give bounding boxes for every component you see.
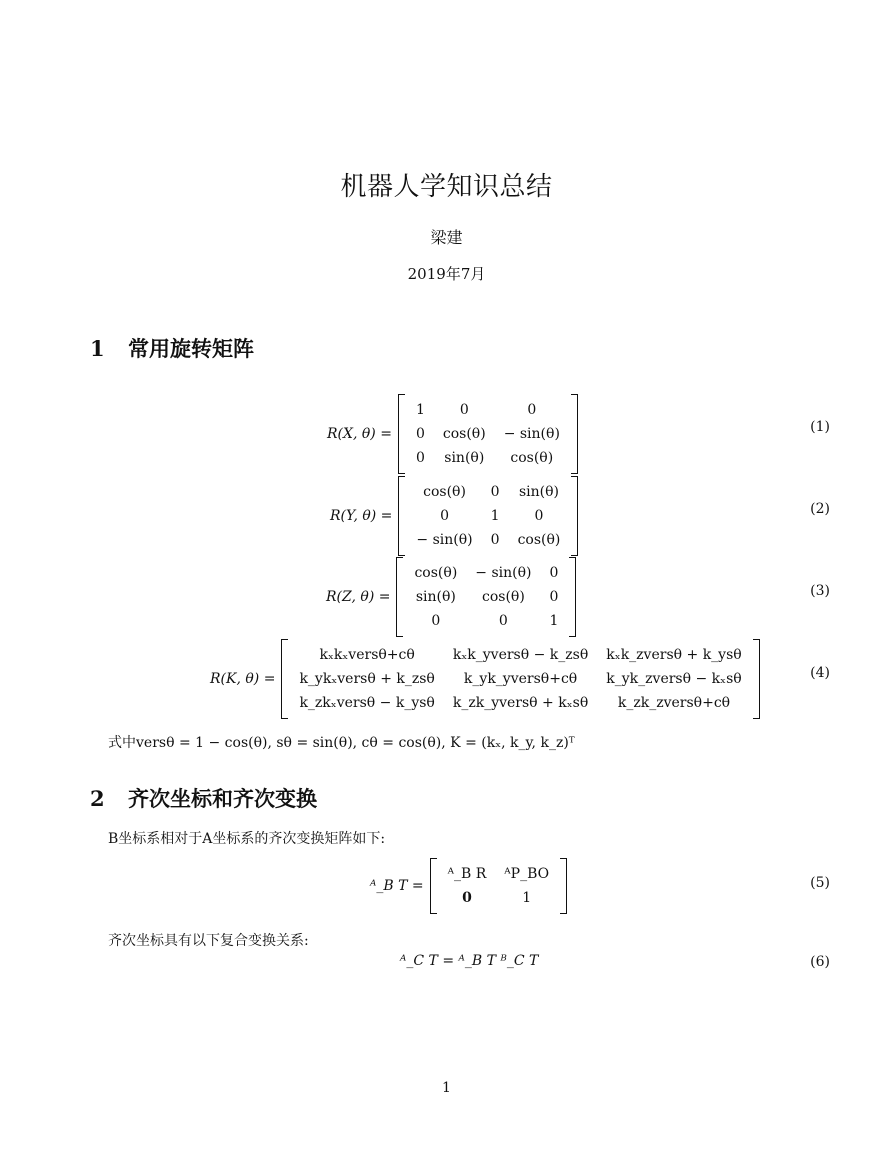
matrix-cell: 0: [534, 508, 544, 524]
equation-4-lhs: R(K, θ) =: [210, 671, 276, 687]
right-bracket: [753, 639, 760, 719]
matrix-cell: cos(θ): [423, 484, 466, 500]
matrix-cell: 1: [522, 890, 532, 906]
matrix-cell: k_yk_zversθ − kₓsθ: [606, 671, 742, 687]
section-2-number: 2: [90, 786, 105, 811]
matrix-cell: ᴬ_B R: [447, 866, 487, 882]
equation-4-number: (4): [810, 665, 830, 681]
matrix-cell: − sin(θ): [503, 426, 560, 442]
left-bracket: [396, 557, 403, 637]
matrix-row: [407, 446, 569, 470]
matrix-cell: cos(θ): [510, 450, 554, 466]
section-1-note: 式中versθ = 1 − cos(θ), sθ = sin(θ), cθ = cos(θ), K = (kₓ, k_y, k_z)ᵀ: [108, 735, 575, 751]
matrix-cell: kₓkₓversθ+cθ: [319, 647, 415, 663]
matrix-cell: sin(θ): [415, 589, 456, 605]
matrix-cell: kₓk_zversθ + k_ysθ: [606, 647, 742, 663]
section-2-intro: B坐标系相对于A坐标系的齐次变换矩阵如下:: [108, 831, 386, 847]
matrix-row: [407, 504, 569, 528]
matrix-row: [439, 886, 558, 910]
matrix-cell: k_ykₓversθ + k_zsθ: [299, 671, 435, 687]
matrix-cell: k_zk_zversθ+cθ: [617, 695, 731, 711]
matrix-row: [439, 862, 558, 886]
matrix-cell: 0: [490, 532, 500, 548]
paper-title: 机器人学知识总结: [340, 172, 553, 202]
matrix-cell: 0: [462, 890, 472, 906]
matrix-row: [407, 480, 569, 504]
section-2-title: 齐次坐标和齐次变换: [128, 787, 317, 811]
equation-6: ᴬ_C T = ᴬ_B T ᴮ_C T: [400, 953, 539, 969]
matrix-cell: 0: [549, 589, 559, 605]
matrix-cell: 0: [527, 402, 537, 418]
matrix-cell: 0: [440, 508, 449, 524]
matrix-row: [290, 691, 750, 715]
matrix-cell: cos(θ): [481, 589, 525, 605]
matrix-cell: 0: [498, 613, 508, 629]
matrix-cell: − sin(θ): [416, 532, 473, 548]
paper-date: 2019年7月: [407, 265, 486, 283]
right-bracket: [571, 394, 578, 474]
matrix-cell: sin(θ): [518, 484, 559, 500]
author-name: 梁建: [430, 228, 463, 247]
equation-1-number: (1): [810, 419, 830, 435]
equation-3-lhs: R(Z, θ) =: [326, 589, 391, 605]
matrix-cell: cos(θ): [442, 426, 486, 442]
matrix-cell: 1: [415, 402, 425, 418]
matrix-cell: 1: [490, 508, 500, 524]
matrix-cell: 0: [415, 450, 425, 466]
equation-2: [330, 476, 578, 556]
right-bracket: [569, 557, 576, 637]
matrix-row: [290, 667, 750, 691]
matrix-cell: k_zkₓversθ − k_ysθ: [299, 695, 435, 711]
matrix-cell: − sin(θ): [475, 565, 532, 581]
matrix-rz: [396, 557, 576, 637]
right-bracket: [560, 858, 567, 914]
equation-6-number: (6): [810, 954, 830, 970]
matrix-cell: kₓk_yversθ − k_zsθ: [452, 647, 589, 663]
matrix-cell: sin(θ): [444, 450, 485, 466]
matrix-cell: 0: [459, 402, 469, 418]
section-1-heading: [90, 333, 254, 363]
left-bracket: [398, 394, 405, 474]
matrix-homogeneous: [430, 858, 567, 914]
equation-2-lhs: R(Y, θ) =: [330, 508, 393, 524]
section-1-number: 1: [90, 336, 105, 361]
matrix-cell: cos(θ): [517, 532, 561, 548]
matrix-cell: k_zk_yversθ + kₓsθ: [452, 695, 589, 711]
matrix-rk: [281, 639, 759, 719]
composite-intro: 齐次坐标具有以下复合变换关系:: [108, 933, 309, 949]
matrix-row: [407, 528, 569, 552]
matrix-row: [290, 643, 750, 667]
left-bracket: [281, 639, 288, 719]
section-2-heading: [90, 783, 317, 813]
left-bracket: [398, 476, 405, 556]
equation-4: [210, 639, 760, 719]
section-1-title: 常用旋转矩阵: [128, 337, 254, 361]
matrix-rx: [398, 394, 578, 474]
matrix-cell: ᴬP_BO: [504, 866, 550, 882]
equation-2-number: (2): [810, 501, 830, 517]
right-bracket: [571, 476, 578, 556]
matrix-row: [407, 422, 569, 446]
page-number: 1: [442, 1080, 451, 1096]
matrix-ry: [398, 476, 578, 556]
matrix-cell: 0: [490, 484, 500, 500]
matrix-cell: 0: [415, 426, 425, 442]
equation-5-lhs: ᴬ_B T =: [370, 878, 424, 894]
equation-3: [326, 557, 576, 637]
matrix-cell: k_yk_yversθ+cθ: [463, 671, 578, 687]
matrix-cell: 0: [549, 565, 559, 581]
matrix-cell: cos(θ): [414, 565, 458, 581]
matrix-row: [405, 561, 567, 585]
matrix-cell: 1: [549, 613, 559, 629]
left-bracket: [430, 858, 437, 914]
equation-1-lhs: R(X, θ) =: [327, 426, 392, 442]
matrix-row: [407, 398, 569, 422]
equation-3-number: (3): [810, 583, 830, 599]
equation-5: [370, 858, 567, 914]
equation-1: [327, 394, 578, 474]
matrix-cell: 0: [431, 613, 441, 629]
matrix-row: [405, 585, 567, 609]
matrix-row: [405, 609, 567, 633]
equation-5-number: (5): [810, 875, 830, 891]
